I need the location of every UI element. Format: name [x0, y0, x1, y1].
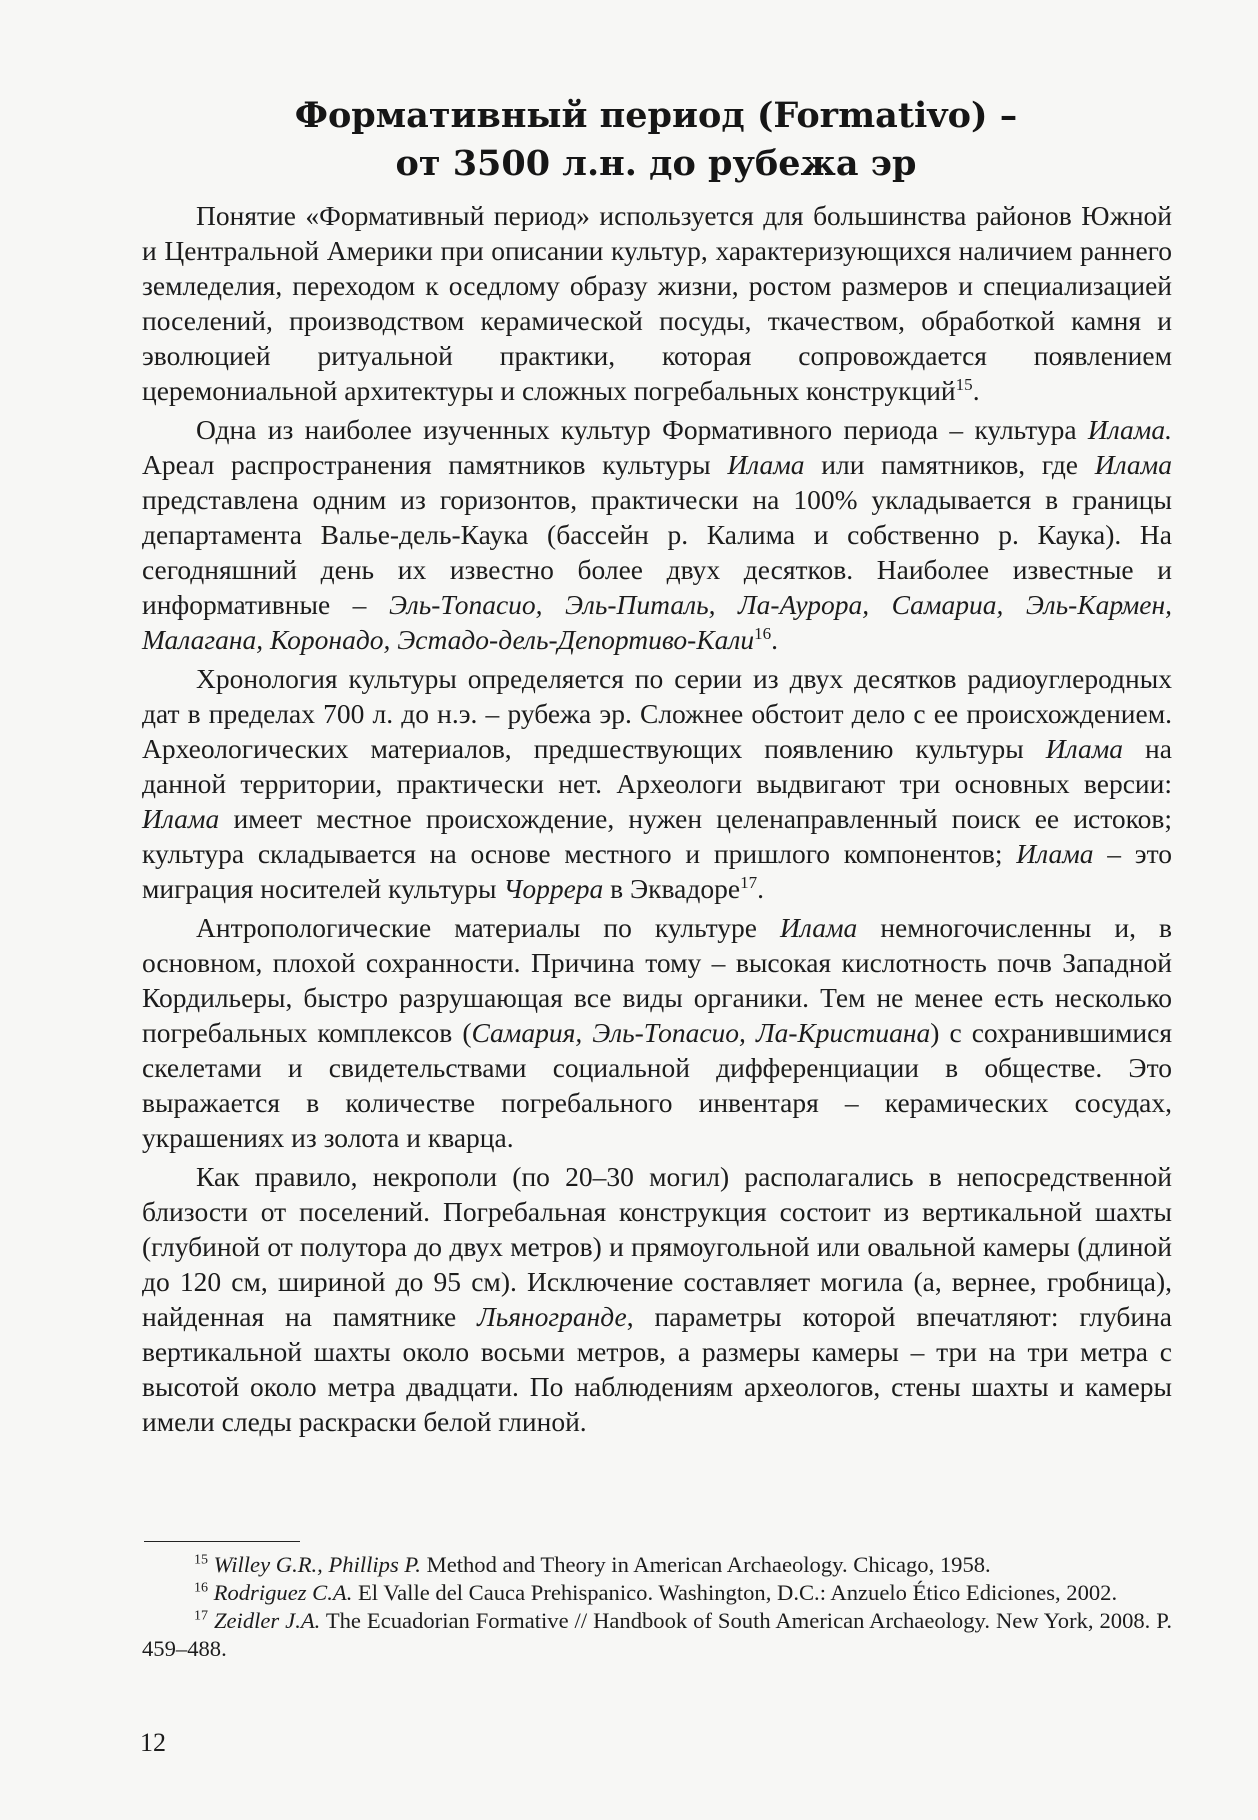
page-number: 12: [140, 1728, 166, 1757]
footnote: $^{17}$ Zeidler J.A. The Ecuadorian Formative // Handbook of South American Archaeology. New York, 2008. P. 459–488.: [142, 1608, 1172, 1661]
footnote-ref[interactable]: 15: [955, 374, 973, 394]
paragraph: Антропологические материалы по культуре Илама немногочисленны и, в основном, плохой сохранности. Причина тому – высокая кислотность почв Западной Кордильеры, быстро разрушающая все виды органики. Тем не менее есть несколько погребальных комплексов (Самария, Эль-Топасио, Ла-Кристиана) с сохранившимися скелетами и свидетельствами социальной дифференциации в обществе. Это выражается в количестве погребального инвентаря – керамических сосудах, украшениях из золота и кварца.: [142, 912, 1172, 1153]
paragraph: Хронология культуры определяется по серии из двух десятков радиоуглеродных дат в пределах 700 л. до н.э. – рубежа эр. Сложнее обстоит дело с ее происхождением. Археологических материалов, предшествующих появлению культуры Илама на данной территории, практически нет. Археологи выдвигают три основных версии: Илама имеет местное происхождение, нужен целенаправленный поиск ее истоков; культура складывается на основе местного и пришлого компонентов; Илама – это миграция носителей культуры Чоррера в Эквадоре$^{17}$.: [142, 663, 1172, 904]
body-text: [142, 198, 1172, 1443]
footnote-author: Rodriguez C.A.: [213, 1580, 353, 1605]
paragraph: Понятие «Формативный период» используется для большинства районов Южной и Центральной Америки при описании культур, характеризующихся наличием раннего земледелия, переходом к оседлому образу жизни, ростом размеров и специализацией поселений, производством керамической посуды, ткачеством, обработкой камня и эволюцией ритуальной практики, которая сопровождается появлением церемониальной архитектуры и сложных погребальных конструкций$^{15}$.: [142, 200, 1172, 406]
title-line-2: от 3500 л.н. до рубежа эр: [395, 143, 917, 184]
title-line-1: Формативный период (Formativo) –: [294, 95, 1018, 136]
footnote-number: 15: [194, 1552, 208, 1568]
paragraph: Как правило, некрополи (по 20–30 могил) располагались в непосредственной близости от поселений. Погребальная конструкция состоит из вертикальной шахты (глубиной от полутора до двух метров) и прямоугольной или овальной камеры (длиной до 120 см, шириной до 95 см). Исключение составляет могила (а, вернее, гробница), найденная на памятнике Льяногранде, параметры которой впечатляют: глубина вертикальной шахты около восьми метров, а размеры камеры – три на три метра с высотой около метра двадцати. По наблюдениям археологов, стены шахты и камеры имели следы раскраски белой глиной.: [142, 1161, 1173, 1437]
footnote-author: Willey G.R., Phillips P.: [213, 1552, 421, 1577]
footnote: $^{15}$ Willey G.R., Phillips P. Method and Theory in American Archaeology. Chicago, 1958.: [194, 1552, 991, 1577]
footnotes: [142, 1551, 1172, 1663]
page-title: [140, 92, 1172, 188]
footnote-divider: [144, 1541, 300, 1542]
footnote-author: Zeidler J.A.: [213, 1608, 321, 1633]
footnote: $^{16}$ Rodriguez C.A. El Valle del Cauca Prehispanico. Washington, D.C.: Anzuelo Ético Ediciones, 2002.: [194, 1580, 1118, 1605]
paragraph: Одна из наиболее изученных культур Формативного периода – культура Илама. Ареал распространения памятников культуры Илама или памятников, где Илама представлена одним из горизонтов, практически на 100% укладывается в границы департамента Валье-дель-Каука (бассейн р. Калима и собственно р. Каука). На сегодняшний день их известно более двух десятков. Наиболее известные и информативные – Эль-Топасио, Эль-Питаль, Ла-Аурора, Самариа, Эль-Кармен, Малагана, Коронадо, Эстадо-дель-Депортиво-Кали$^{16}$.: [142, 414, 1172, 655]
footnote-number: 17: [194, 1608, 208, 1624]
footnote-ref[interactable]: 17: [740, 872, 758, 892]
footnote-number: 16: [194, 1580, 208, 1596]
footnote-ref[interactable]: 16: [754, 623, 772, 643]
